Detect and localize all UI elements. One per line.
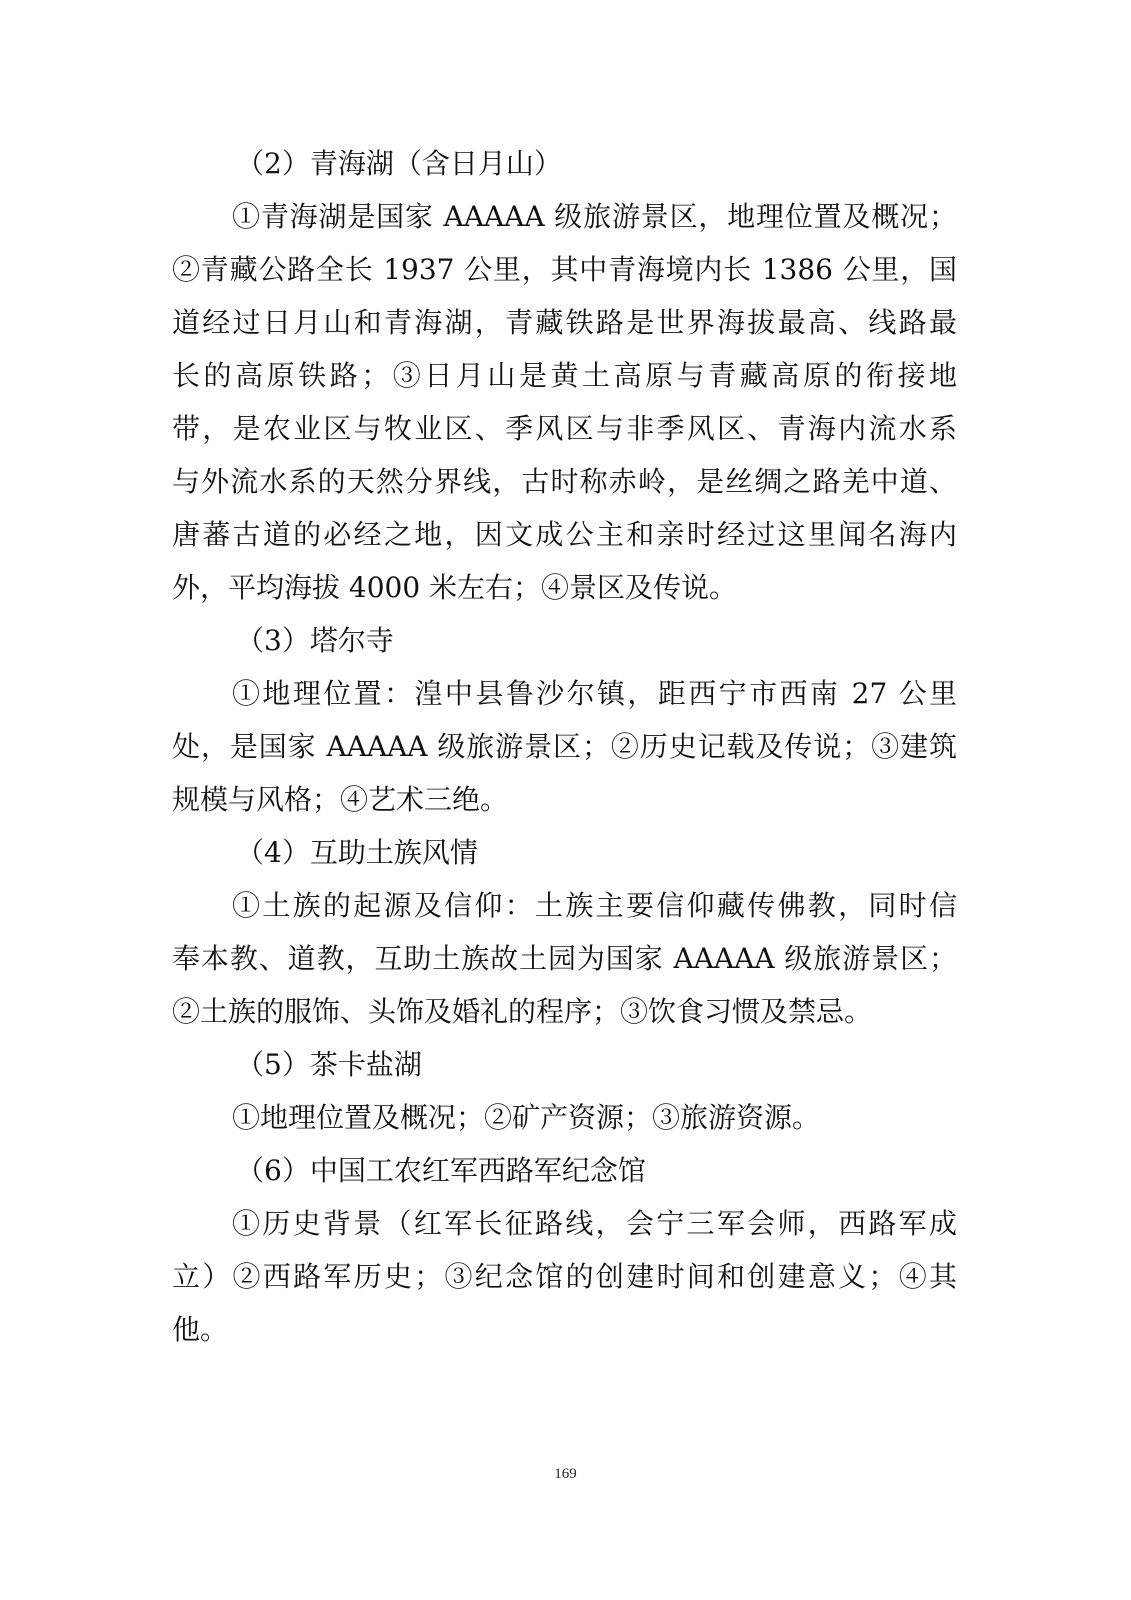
section-heading-west-route-army-memorial [172,1144,957,1197]
heading-line: （2）青海湖（含日月山） [236,147,562,180]
paragraph-line: ①地理位置及概况；②矿产资源；③旅游资源。 [232,1101,821,1134]
paragraph-line: 他。 [172,1313,229,1346]
paragraph-line: 唐蕃古道的必经之地，因文成公主和亲时经过这里闻名海内 [172,518,957,551]
heading-line: （4）互助土族风情 [236,836,478,869]
paragraph-west-route-army-memorial [172,1197,957,1356]
paragraph-line: 长的高原铁路；③日月山是黄土高原与青藏高原的衔接地 [172,359,957,392]
heading-line: （5）茶卡盐湖 [236,1048,422,1081]
paragraph-line: 处，是国家 AAAAA 级旅游景区；②历史记载及传说；③建筑 [172,730,957,763]
paragraph-line: 与外流水系的天然分界线，古时称赤岭，是丝绸之路羌中道、 [172,465,957,498]
paragraph-line: 外，平均海拔 4000 米左右；④景区及传说。 [172,571,738,604]
paragraph-line: 道经过日月山和青海湖，青藏铁路是世界海拔最高、线路最 [172,306,957,339]
paragraph-line: ①土族的起源及信仰：土族主要信仰藏传佛教，同时信 [232,889,957,922]
section-heading-qinghai-lake [172,137,957,190]
heading-line: （3）塔尔寺 [236,624,394,657]
paragraph-line: ②土族的服饰、头饰及婚礼的程序；③饮食习惯及禁忌。 [172,995,873,1028]
paragraph-huzhu-tu [172,879,957,1038]
page-body [172,137,957,1356]
paragraph-line: ①青海湖是国家 AAAAA 级旅游景区，地理位置及概况； [232,200,957,233]
paragraph-line: 奉本教、道教，互助土族故土园为国家 AAAAA 级旅游景区； [172,942,957,975]
section-heading-huzhu-tu [172,826,957,879]
heading-line: （6）中国工农红军西路军纪念馆 [236,1154,646,1187]
section-heading-chaka-salt-lake [172,1038,957,1091]
paragraph-line: ①历史背景（红军长征路线，会宁三军会师，西路军成 [232,1207,957,1240]
paragraph-qinghai-lake [172,190,957,614]
paragraph-line: ②青藏公路全长 1937 公里，其中青海境内长 1386 公里，国 [172,253,957,286]
paragraph-line: ①地理位置：湟中县鲁沙尔镇，距西宁市西南 27 公里 [232,677,957,710]
paragraph-taer-temple [172,667,957,826]
paragraph-chaka-salt-lake [172,1091,957,1144]
section-heading-taer-temple [172,614,957,667]
paragraph-line: 规模与风格；④艺术三绝。 [172,783,509,816]
paragraph-line: 带，是农业区与牧业区、季风区与非季风区、青海内流水系 [172,412,957,445]
page-number: 169 [554,1466,577,1482]
paragraph-line: 立）②西路军历史；③纪念馆的创建时间和创建意义；④其 [172,1260,957,1293]
